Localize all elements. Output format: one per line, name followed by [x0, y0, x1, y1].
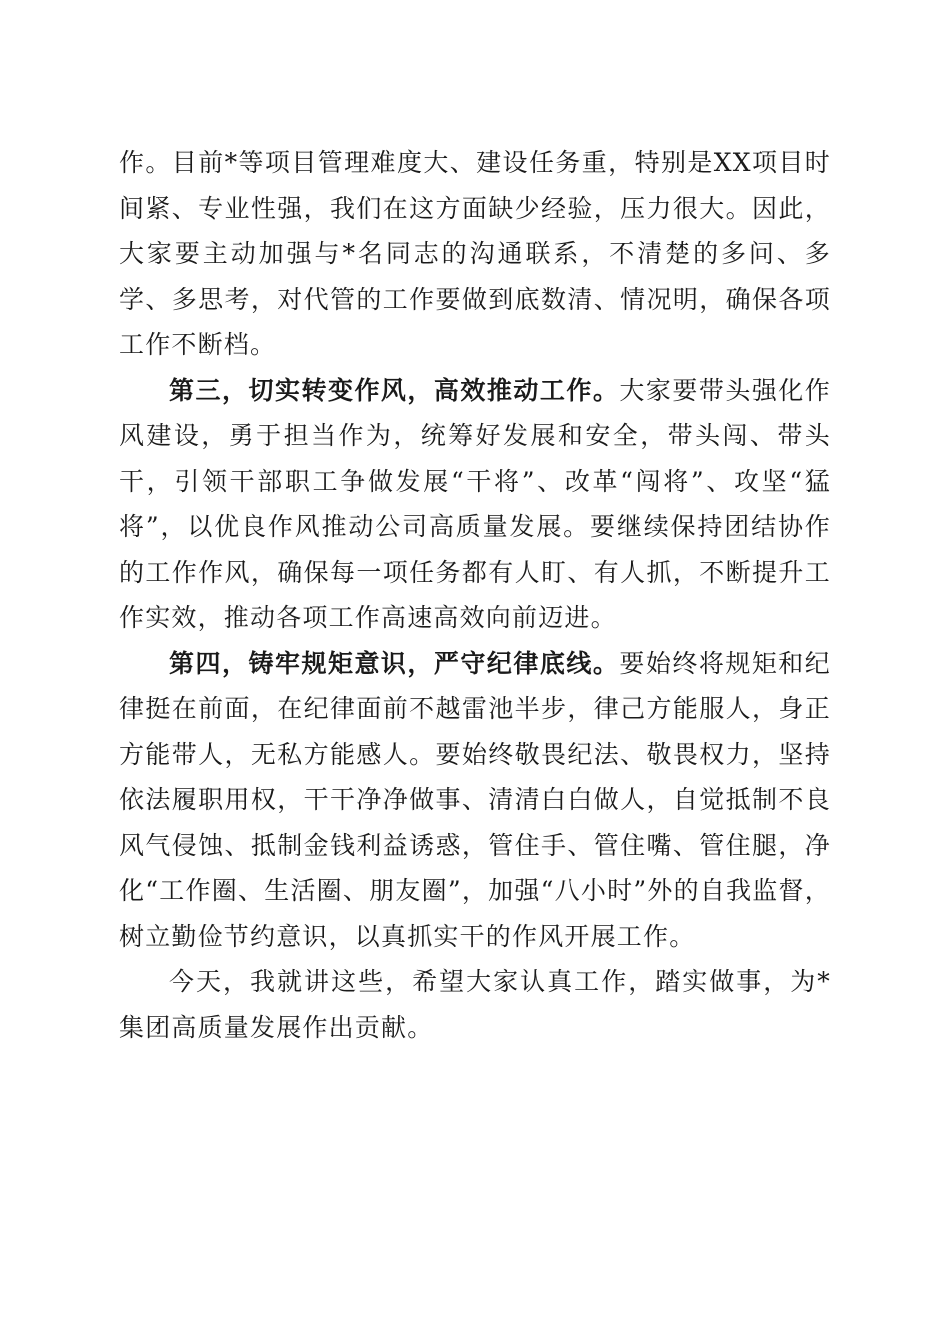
paragraph-fourth-point [119, 641, 831, 960]
paragraph-continuation [119, 140, 831, 368]
paragraph-heading-fourth: 第四，铸牢规矩意识，严守纪律底线。 [169, 648, 620, 678]
document-body [119, 140, 831, 1050]
paragraph-text: 今天，我就讲这些，希望大家认真工作，踏实做事，为*集团高质量发展作出贡献。 [119, 967, 831, 1042]
paragraph-text: 大家要带头强化作风建设，勇于担当作为，统筹好发展和安全，带头闯、带头干，引领干部职工争做发展“干将”、改革“闯将”、攻坚“猛将”，以优良作风推动公司高质量发展。要继续保持团结协作的工作作风，确保每一项任务都有人盯、有人抓，不断提升工作实效，推动各项工作高速高效向前迈进。 [119, 375, 831, 632]
paragraph-text: 要始终将规矩和纪律挺在前面，在纪律面前不越雷池半步，律己方能服人，身正方能带人，无私方能感人。要始终敬畏纪法、敬畏权力，坚持依法履职用权，干干净净做事、清清白白做人，自觉抵制不良风气侵蚀、抵制金钱利益诱惑，管住手、管住嘴、管住腿，净化“工作圈、生活圈、朋友圈”，加强“八小时”外的自我监督，树立勤俭节约意识，以真抓实干的作风开展工作。 [119, 648, 831, 951]
paragraph-closing [119, 959, 831, 1050]
paragraph-third-point [119, 368, 831, 641]
paragraph-heading-third: 第三，切实转变作风，高效推动工作。 [169, 375, 620, 405]
paragraph-text: 作。目前*等项目管理难度大、建设任务重，特别是XX项目时间紧、专业性强，我们在这方面缺少经验，压力很大。因此，大家要主动加强与*名同志的沟通联系，不清楚的多问、多学、多思考，对代管的工作要做到底数清、情况明，确保各项工作不断档。 [119, 148, 831, 359]
